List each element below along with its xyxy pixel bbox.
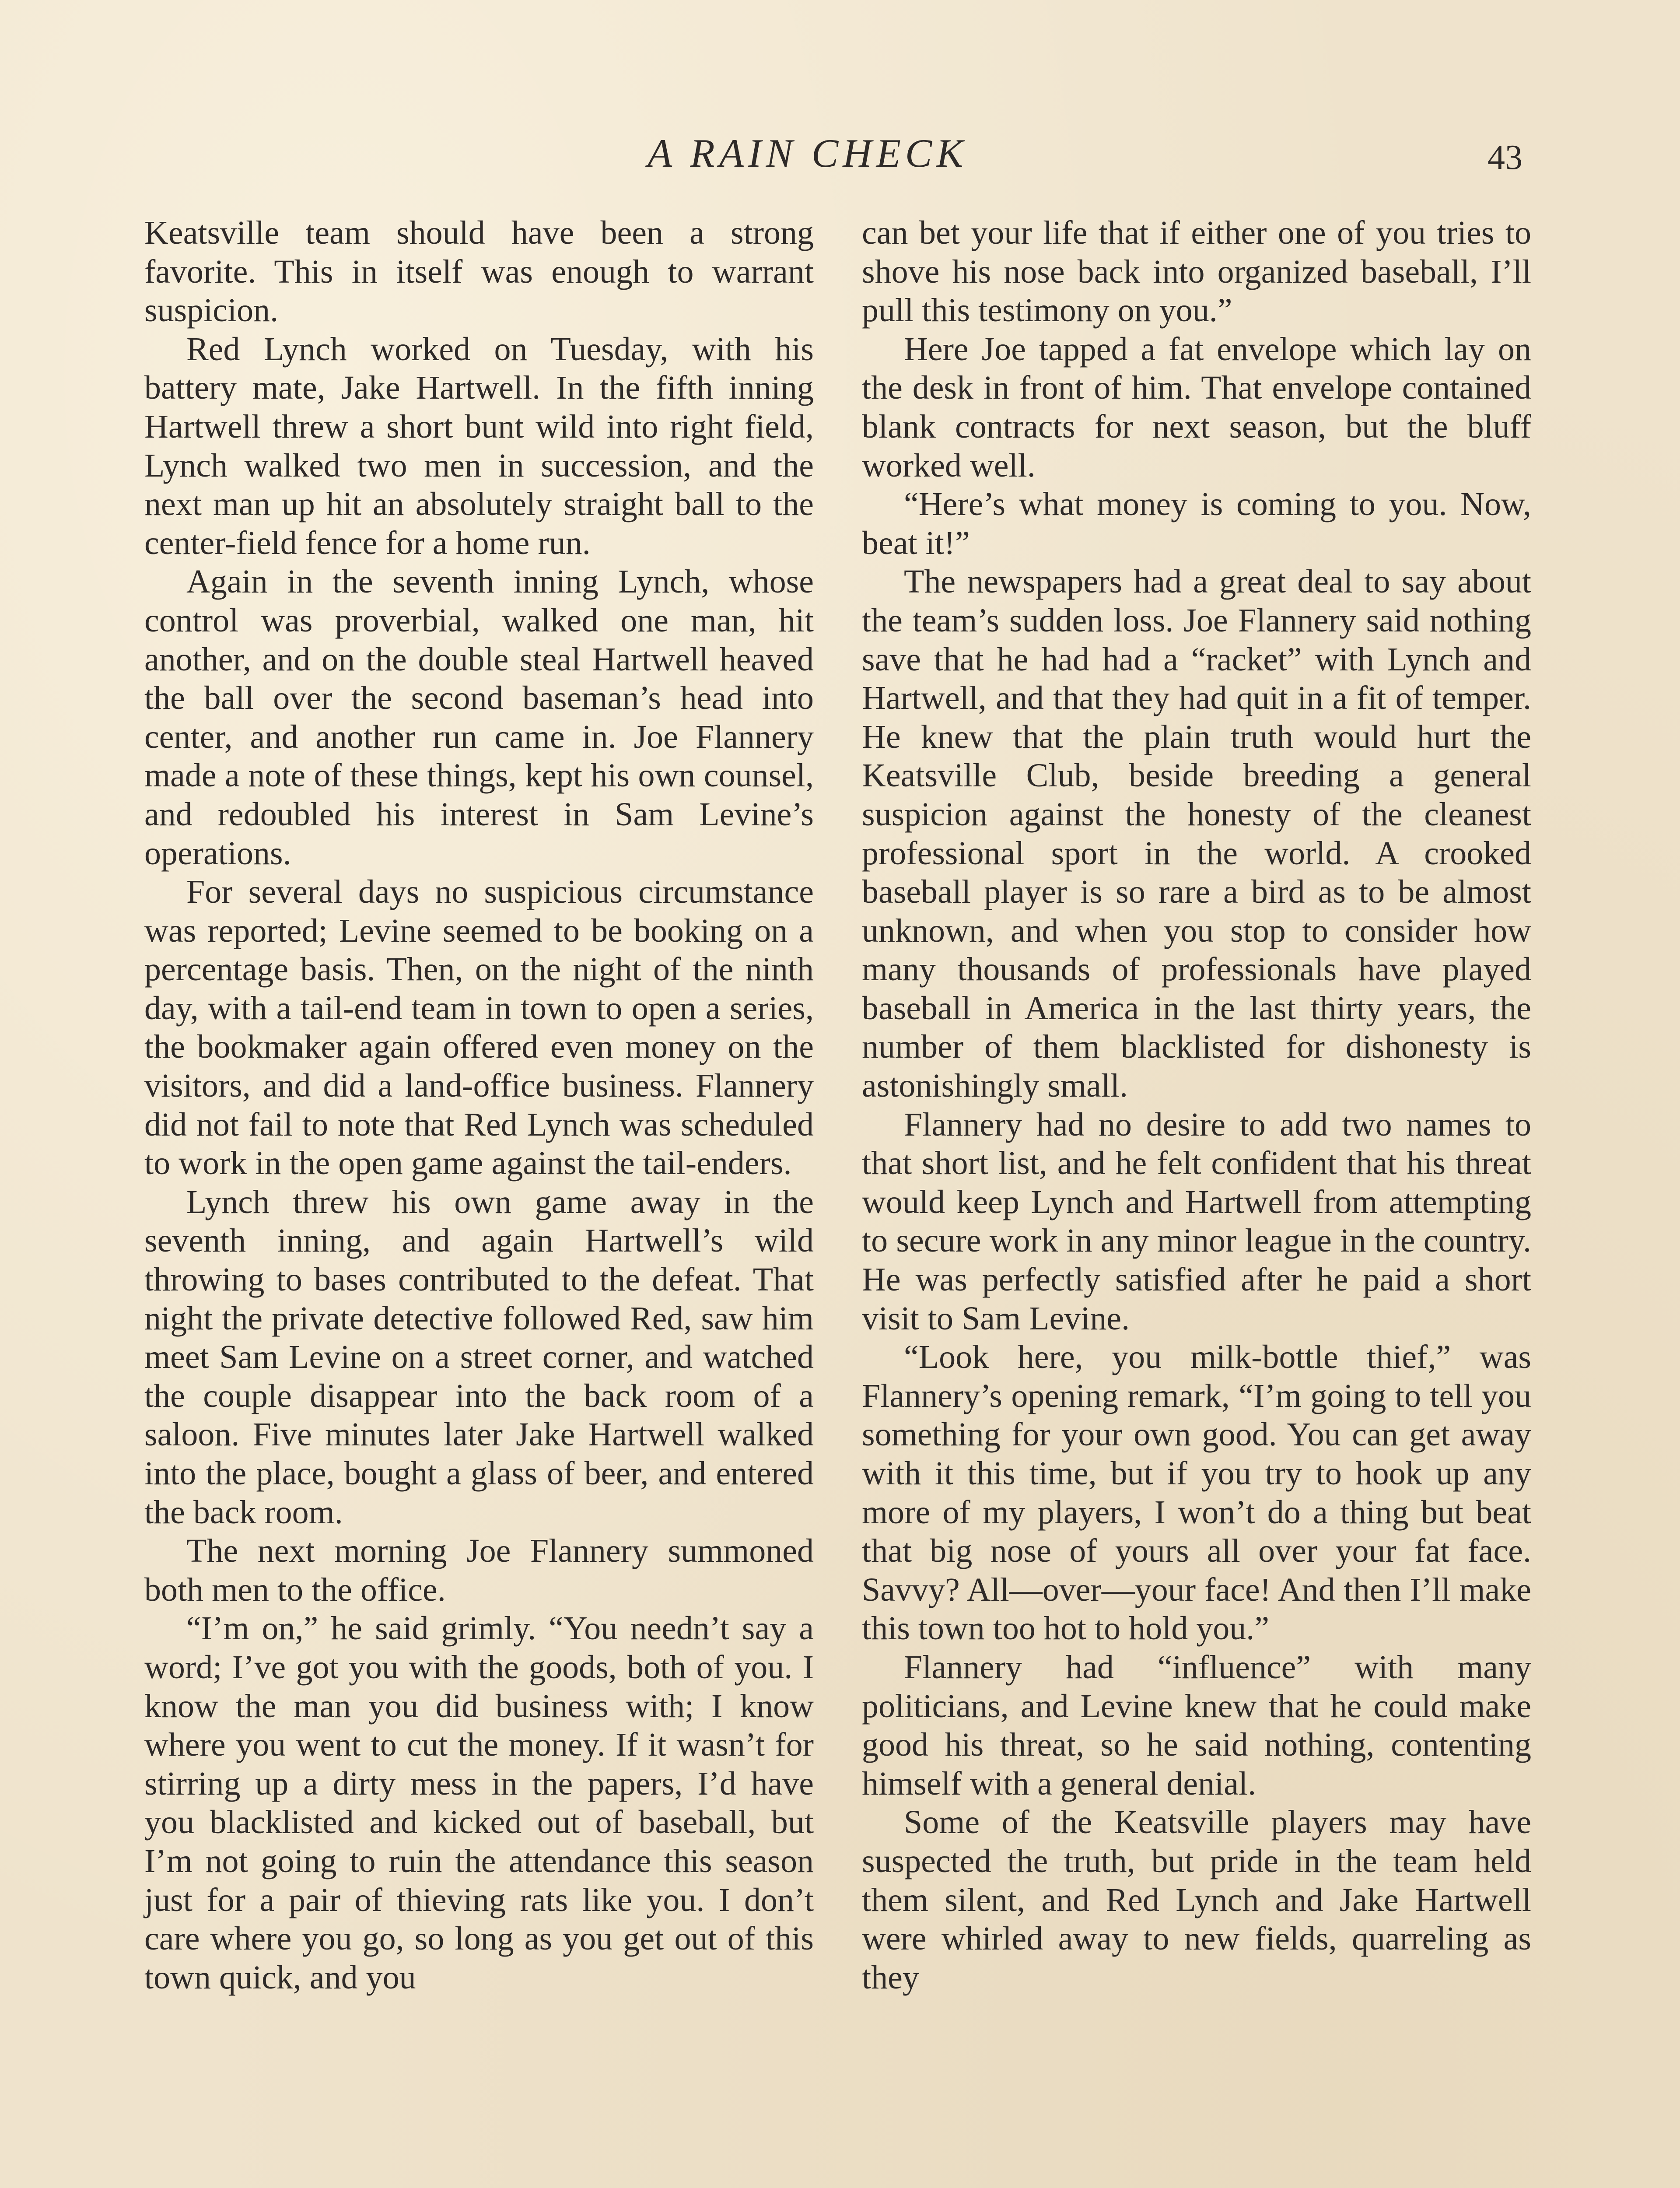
paragraph: The next morning Joe Flannery summoned both men to the office. [144, 1532, 814, 1608]
paragraph: Lynch threw his own game away in the seventh inning, and again Hartwell’s wild throwing to bases contributed to the defeat. That night the private detective followed Red, saw him meet Sam Levine on a street corner, and watched the couple disappear into the back room of a saloon. Five minutes later Jake Hartwell walked into the place, bought a glass of beer, and entered the back room. [144, 1183, 814, 1531]
paragraph: “Here’s what money is coming to you. Now, beat it!” [862, 486, 1531, 561]
paragraph: For several days no suspicious circumstance was reported; Levine seemed to be booking on a percentage basis. Then, on the night of the ninth day, with a tail-end team in town to open a series, the bookmaker again offered even money on the visitors, and did a land-office business. Flannery did not fail to note that Red Lynch was scheduled to work in the open game against the tail-enders. [144, 873, 814, 1182]
paragraph: Again in the seventh inning Lynch, whose control was proverbial, walked one man, hit another, and on the double steal Hartwell heaved the ball over the second baseman’s head into center, and another run came in. Joe Flannery made a note of these things, kept his own counsel, and redoubled his interest in Sam Levine’s operations. [144, 563, 814, 872]
running-title: A RAIN CHECK [648, 131, 968, 175]
paragraph: can bet your life that if either one of you tries to shove his nose back into organized baseball, I’ll pull this testimony on you.” [862, 214, 1531, 329]
paragraph: “I’m on,” he said grimly. “You needn’t say a word; I’ve got you with the goods, both of you. I know the man you did business with; I know where you went to cut the money. If it wasn’t for stirring up a dirty mess in the papers, I’d have you blacklisted and kicked out of baseball, but I’m not going to ruin the attendance this season just for a pair of thieving rats like you. I don’t care where you go, so long as you get out of this town quick, and you [144, 1610, 814, 1996]
paragraph: Here Joe tapped a fat envelope which lay on the desk in front of him. That envelope contained blank contracts for next season, but the bluff worked well. [862, 330, 1531, 484]
paragraph: Some of the Keatsville players may have suspected the truth, but pride in the team held them silent, and Red Lynch and Jake Hartwell were whirled away to new fields, quarreling as they [862, 1804, 1531, 1996]
paragraph: “Look here, you milk-bottle thief,” was Flannery’s opening remark, “I’m going to tell you something for your own good. You can get away with it this time, but if you try to hook up any more of my players, I won’t do a thing but beat that big nose of yours all over your fat face. Savvy? All—over—your face! And then I’ll make this town too hot to hold you.” [862, 1339, 1531, 1647]
paragraph: Flannery had “influence” with many politicians, and Levine knew that he could make good his threat, so he said nothing, contenting himself with a general denial. [862, 1648, 1531, 1802]
paragraph: Red Lynch worked on Tuesday, with his battery mate, Jake Hartwell. In the fifth inning Hartwell threw a short bunt wild into right field, Lynch walked two men in succession, and the next man up hit an absolutely straight ball to the center-field fence for a home run. [144, 330, 814, 561]
paragraph: The newspapers had a great deal to say about the team’s sudden loss. Joe Flannery said nothing save that he had had a “racket” with Lynch and Hartwell, and that they had quit in a fit of temper. He knew that the plain truth would hurt the Keatsville Club, beside breeding a general suspicion against the honesty of the cleanest professional sport in the world. A crooked baseball player is so rare a bird as to be almost unknown, and when you stop to consider how many thousands of professionals have played baseball in America in the last thirty years, the number of them blacklisted for dishonesty is astonishingly small. [862, 563, 1531, 1105]
left-column [144, 214, 814, 1997]
paragraph: Flannery had no desire to add two names to that short list, and he felt confident that his threat would keep Lynch and Hartwell from attempting to secure work in any minor league in the country. He was perfectly satisfied after he paid a short visit to Sam Levine. [862, 1106, 1531, 1337]
paragraph: Keatsville team should have been a strong favorite. This in itself was enough to warrant suspicion. [144, 214, 814, 329]
page-number: 43 [1488, 138, 1522, 177]
page-header [0, 127, 1680, 179]
right-column [862, 214, 1531, 1997]
